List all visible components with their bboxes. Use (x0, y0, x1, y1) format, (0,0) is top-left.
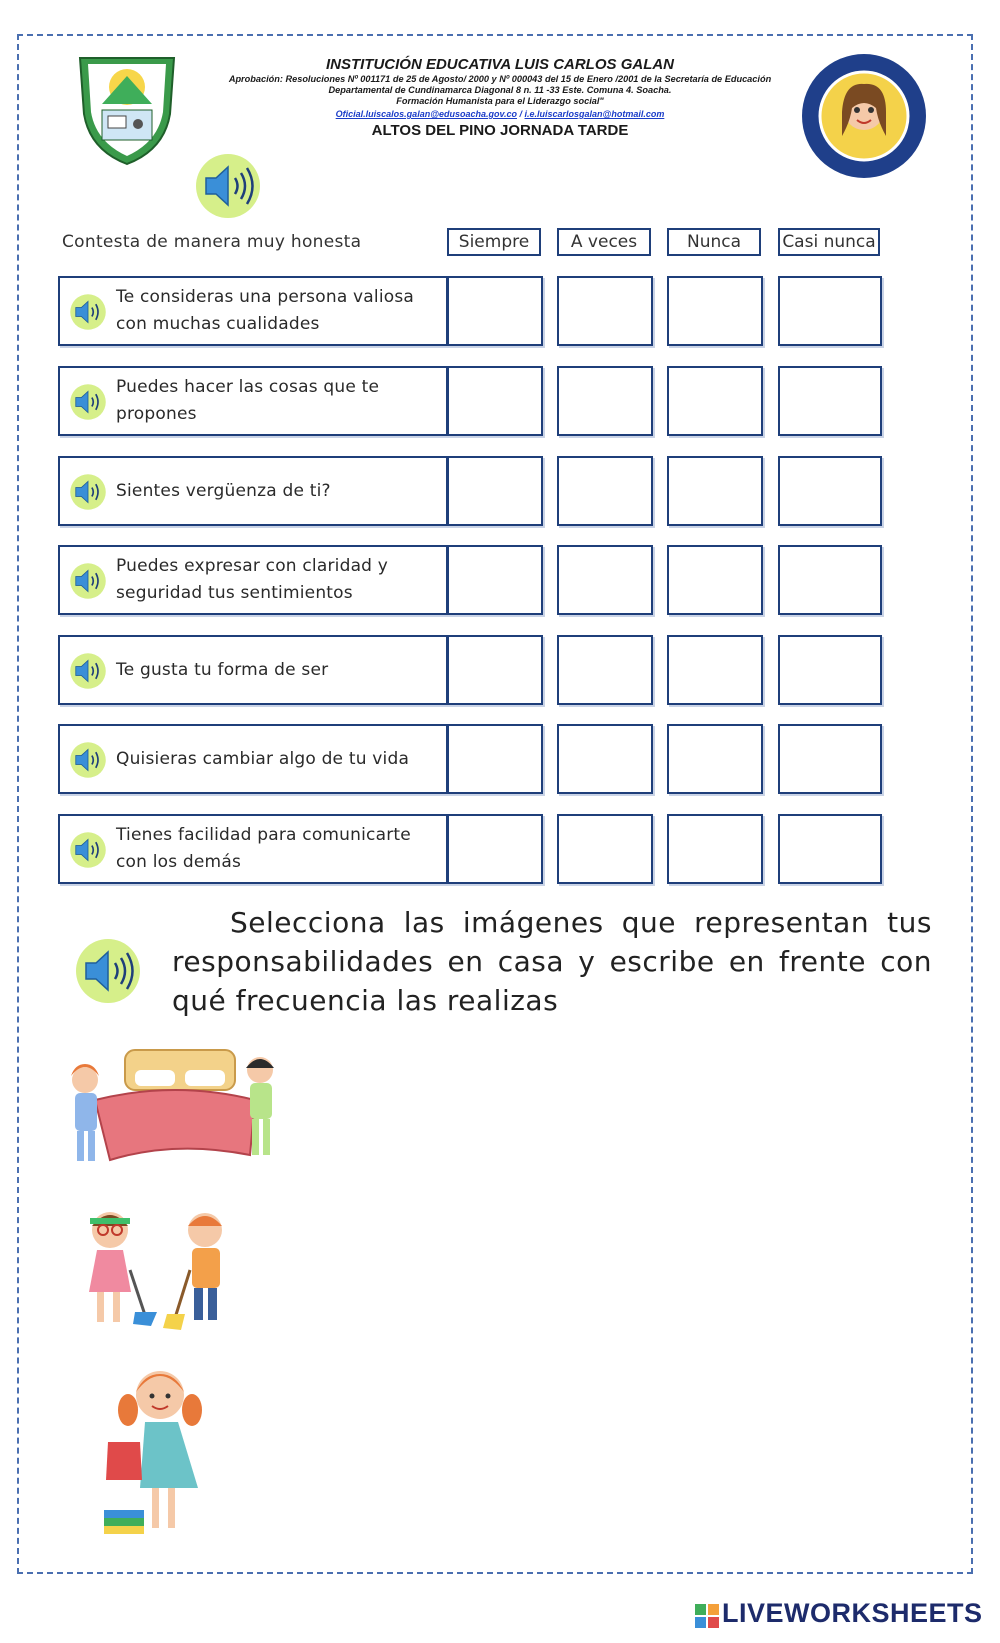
answer-box-a-veces[interactable] (557, 635, 653, 705)
answer-box-a-veces[interactable] (557, 456, 653, 526)
answer-box-nunca[interactable] (667, 545, 763, 615)
speaker-icon[interactable] (68, 740, 108, 780)
question-box (58, 635, 448, 705)
school-title: INSTITUCIÓN EDUCATIVA LUIS CARLOS GALAN (325, 56, 675, 73)
column-header-a-veces: A veces (557, 228, 651, 256)
answer-box-casi-nunca[interactable] (778, 545, 882, 615)
answer-box-siempre[interactable] (447, 456, 543, 526)
speaker-icon[interactable] (68, 651, 108, 691)
question-line-1: Puedes hacer las cosas que te (116, 377, 380, 397)
answer-box-siempre[interactable] (447, 276, 543, 346)
answer-box-a-veces[interactable] (557, 366, 653, 436)
answer-box-nunca[interactable] (667, 456, 763, 526)
question-line-1: Tienes facilidad para comunicarte (116, 825, 411, 845)
answer-box-siempre[interactable] (447, 545, 543, 615)
answer-box-casi-nunca[interactable] (778, 724, 882, 794)
question-line-1: Te gusta tu forma de ser (116, 660, 329, 680)
header-emails (210, 109, 790, 119)
question-line-1: Te consideras una persona valiosa (116, 287, 415, 307)
folding-clothes-illustration[interactable] (100, 1360, 230, 1545)
speaker-icon-instructions[interactable] (192, 150, 264, 222)
question-text (116, 822, 411, 876)
school-crest-logo (72, 52, 182, 167)
liveworksheets-brand: LIVEWORKSHEETS (722, 1598, 983, 1628)
question-text (116, 284, 414, 338)
speaker-icon[interactable] (68, 561, 108, 601)
question-line-2: con los demás (116, 852, 241, 872)
column-header-nunca: Nunca (667, 228, 761, 256)
question-text (116, 657, 328, 684)
liveworksheets-logo-icon (695, 1604, 719, 1628)
question-line-2: seguridad tus sentimientos (116, 583, 353, 603)
answer-box-casi-nunca[interactable] (778, 276, 882, 346)
answer-box-nunca[interactable] (667, 724, 763, 794)
question-text (116, 374, 379, 428)
answer-box-a-veces[interactable] (557, 724, 653, 794)
header-address: Departamental de Cundinamarca Diagonal 8 n. 11 -33 Este. Comuna 4. Soacha. (328, 85, 672, 95)
answer-box-nunca[interactable] (667, 366, 763, 436)
answer-box-siempre[interactable] (447, 724, 543, 794)
speaker-icon[interactable] (68, 472, 108, 512)
answer-box-a-veces[interactable] (557, 545, 653, 615)
column-header-casi-nunca: Casi nunca (778, 228, 880, 256)
header-motto: Formación Humanista para el Liderazgo social" (396, 96, 604, 106)
answer-box-nunca[interactable] (667, 635, 763, 705)
answer-box-a-veces[interactable] (557, 276, 653, 346)
email-link-1[interactable]: Oficial.luiscalos.galan@edusoacha.gov.co (335, 109, 517, 119)
answer-box-casi-nunca[interactable] (778, 366, 882, 436)
question-text (116, 553, 388, 607)
speaker-icon[interactable] (68, 292, 108, 332)
question-line-1: Puedes expresar con claridad y (116, 556, 389, 576)
teacher-seal (800, 52, 928, 180)
question-box (58, 456, 448, 526)
survey-instruction: Contesta de manera muy honesta (62, 232, 362, 252)
answer-box-nunca[interactable] (667, 276, 763, 346)
speaker-icon[interactable] (68, 830, 108, 870)
answer-box-siempre[interactable] (447, 814, 543, 884)
answer-box-siempre[interactable] (447, 366, 543, 436)
question-line-2: propones (116, 404, 197, 424)
answer-box-casi-nunca[interactable] (778, 814, 882, 884)
question-line-1: Sientes vergüenza de ti? (116, 481, 331, 501)
question-box (58, 814, 448, 884)
answer-box-a-veces[interactable] (557, 814, 653, 884)
email-link-2[interactable]: i.e.luiscarlosgalan@hotmail.com (524, 109, 665, 119)
header-approval: Aprobación: Resoluciones Nº 001171 de 25 de Agosto/ 2000 y Nº 000043 del 15 de Enero /2001 de la Secretaría de Educación (228, 74, 772, 84)
answer-box-nunca[interactable] (667, 814, 763, 884)
question-box (58, 724, 448, 794)
question-text (116, 746, 409, 773)
speaker-icon-task[interactable] (72, 935, 144, 1007)
email-separator: / (517, 109, 525, 119)
answer-box-siempre[interactable] (447, 635, 543, 705)
task-instruction: Selecciona las imágenes que representan tus responsabilidades en casa y escribe en frente con qué frecuencia las realizas (172, 906, 932, 1017)
speaker-icon[interactable] (68, 382, 108, 422)
sweeping-illustration[interactable] (75, 1200, 240, 1340)
question-box (58, 366, 448, 436)
answer-box-casi-nunca[interactable] (778, 456, 882, 526)
worksheet-frame (17, 34, 973, 1574)
question-line-1: Quisieras cambiar algo de tu vida (116, 749, 410, 769)
question-line-2: con muchas cualidades (116, 314, 320, 334)
column-header-siempre: Siempre (447, 228, 541, 256)
answer-box-casi-nunca[interactable] (778, 635, 882, 705)
school-subtitle: ALTOS DEL PINO JORNADA TARDE (371, 122, 629, 139)
question-box (58, 545, 448, 615)
question-box (58, 276, 448, 346)
question-text (116, 478, 331, 505)
making-bed-illustration[interactable] (55, 1040, 285, 1175)
